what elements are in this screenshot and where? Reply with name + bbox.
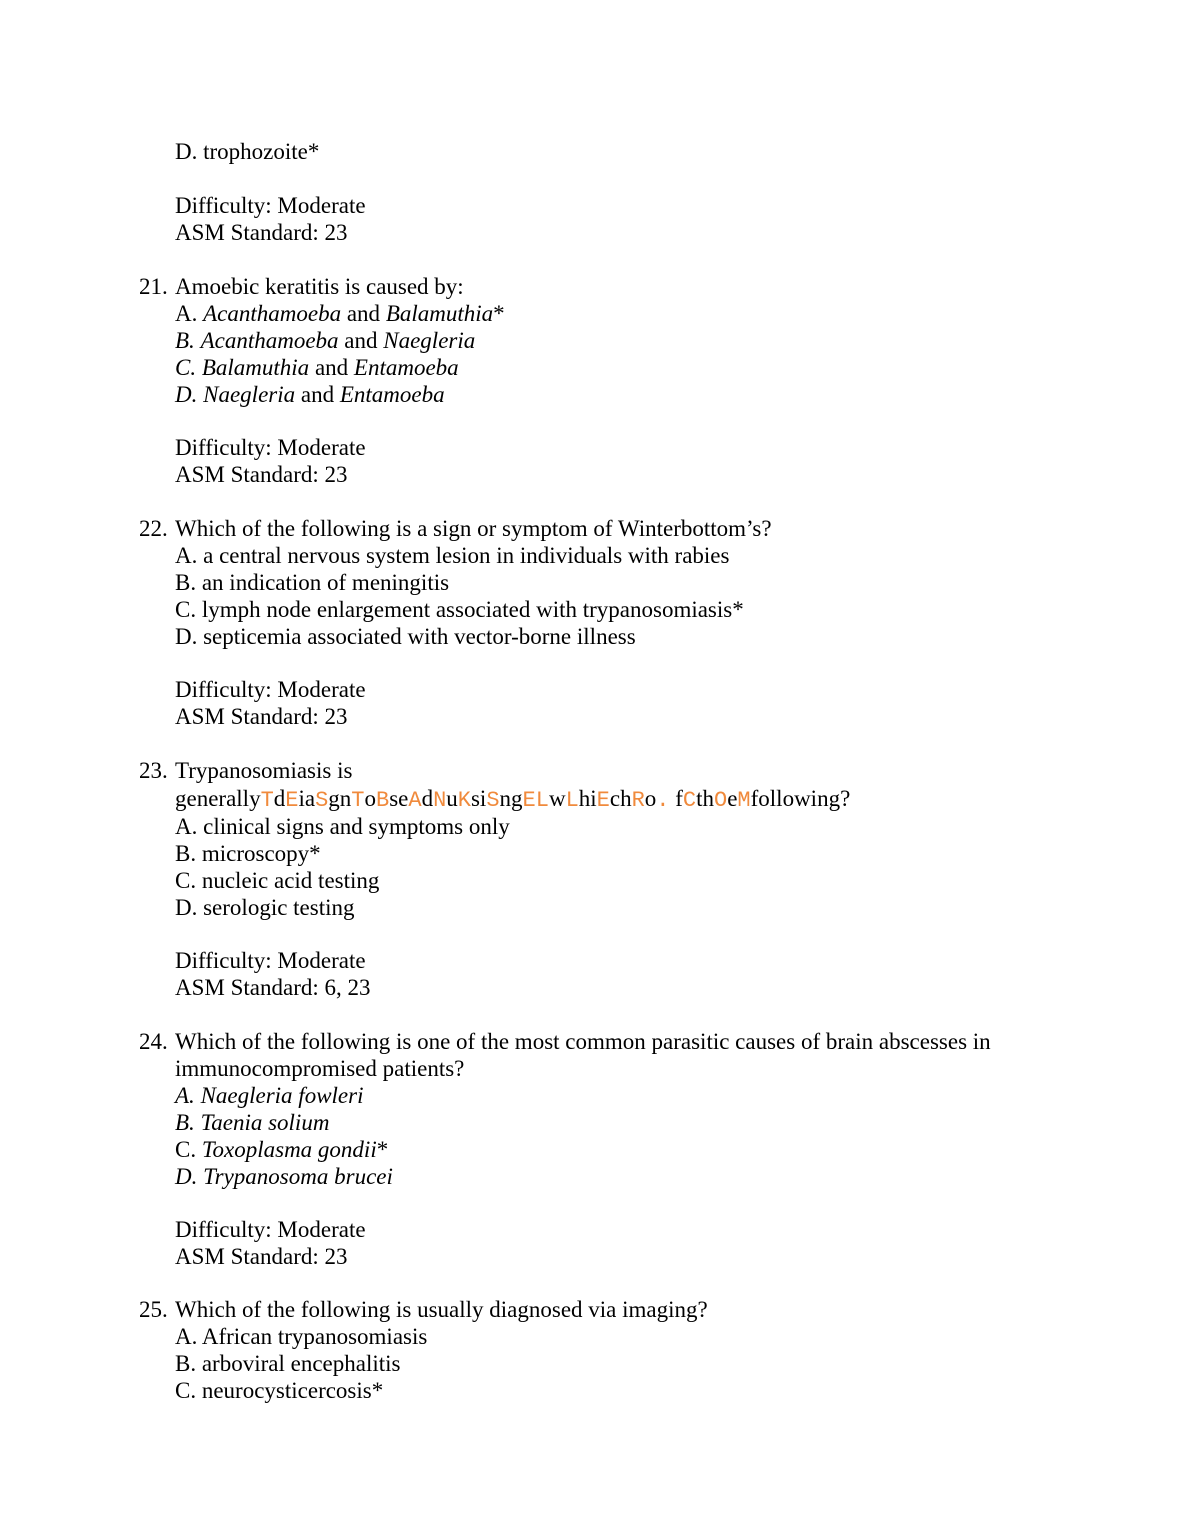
watermark-glyph: T <box>260 788 274 813</box>
q22-option-d: D. septicemia associated with vector-borne illness <box>175 624 636 649</box>
q22-difficulty: Difficulty: Moderate <box>175 677 366 702</box>
q21-difficulty: Difficulty: Moderate <box>175 435 366 460</box>
prev-option-d: D. trophozoite* <box>175 139 320 164</box>
q22-option-a: A. a central nervous system lesion in individuals with rabies <box>175 543 730 568</box>
question-text-fragment: d <box>421 786 434 811</box>
q23-standard: ASM Standard: 6, 23 <box>175 975 371 1000</box>
q24-option-d: D. Trypanosoma brucei <box>175 1164 393 1189</box>
question-text-fragment: d <box>273 786 286 811</box>
watermark-glyph: S <box>486 788 500 813</box>
question-text-fragment: e <box>727 786 738 811</box>
watermark-glyph: E <box>285 788 299 813</box>
q24-question-line1: Which of the following is one of the most common parasitic causes of brain abscesses in <box>175 1029 991 1054</box>
q23-option-a: A. clinical signs and symptoms only <box>175 814 510 839</box>
watermark-glyph: A <box>408 788 422 813</box>
q23-number: 23. <box>139 758 168 783</box>
q22-question: Which of the following is a sign or symptom of Winterbottom’s? <box>175 516 772 541</box>
watermark-glyph: O <box>714 788 728 813</box>
question-text-fragment: f <box>669 786 683 811</box>
watermark-glyph: N <box>433 788 447 813</box>
q22-option-b: B. an indication of meningitis <box>175 570 450 595</box>
q21-standard: ASM Standard: 23 <box>175 462 348 487</box>
question-text-fragment: si <box>470 786 487 811</box>
q21-number: 21. <box>139 274 168 299</box>
q22-standard: ASM Standard: 23 <box>175 704 348 729</box>
q25-option-b: B. arboviral encephalitis <box>175 1351 401 1376</box>
watermark-glyph: K <box>457 788 471 813</box>
q23-option-d: D. serologic testing <box>175 895 355 920</box>
q21-question: Amoebic keratitis is caused by: <box>175 274 464 299</box>
question-text-fragment: ia <box>298 786 316 811</box>
question-text-fragment: ch <box>609 786 632 811</box>
q21-option-c: C. Balamuthia and Entamoeba <box>175 355 459 380</box>
question-text-fragment: gn <box>328 786 352 811</box>
q24-option-a: A. Naegleria fowleri <box>175 1083 364 1108</box>
q22-number: 22. <box>139 516 168 541</box>
q25-number: 25. <box>139 1297 168 1322</box>
watermark-glyph: E <box>596 788 610 813</box>
watermark-glyph: L <box>565 788 579 813</box>
prev-standard: ASM Standard: 23 <box>175 220 348 245</box>
q23-question-line2 <box>175 785 850 814</box>
watermark-glyph: M <box>737 788 751 813</box>
q24-option-b: B. Taenia solium <box>175 1110 330 1135</box>
q23-difficulty: Difficulty: Moderate <box>175 948 366 973</box>
watermark-glyph: . <box>656 788 670 813</box>
q21-option-b: B. Acanthamoeba and Naegleria <box>175 328 476 353</box>
q24-difficulty: Difficulty: Moderate <box>175 1217 366 1242</box>
prev-difficulty: Difficulty: Moderate <box>175 193 366 218</box>
question-text-fragment: se <box>389 786 409 811</box>
q24-standard: ASM Standard: 23 <box>175 1244 348 1269</box>
watermark-glyph: S <box>315 788 329 813</box>
question-text-fragment: generally <box>175 786 261 811</box>
question-text-fragment: ng <box>499 786 523 811</box>
watermark-glyph: EL <box>522 788 549 813</box>
question-text-fragment: following? <box>750 786 851 811</box>
q23-option-b: B. microscopy* <box>175 841 321 866</box>
question-text-fragment: o <box>364 786 376 811</box>
q25-question: Which of the following is usually diagnosed via imaging? <box>175 1297 708 1322</box>
question-text-fragment: hi <box>578 786 597 811</box>
q21-option-a: A. Acanthamoeba and Balamuthia* <box>175 301 505 326</box>
question-text-fragment: u <box>446 786 458 811</box>
watermark-glyph: R <box>631 788 645 813</box>
watermark-glyph: T <box>351 788 365 813</box>
q25-option-a: A. African trypanosomiasis <box>175 1324 428 1349</box>
q23-question-line1: Trypanosomiasis is <box>175 758 353 783</box>
question-text-fragment: th <box>696 786 714 811</box>
q21-option-d: D. Naegleria and Entamoeba <box>175 382 445 407</box>
question-text-fragment: o <box>644 786 657 811</box>
q25-option-c: C. neurocysticercosis* <box>175 1378 384 1403</box>
q24-number: 24. <box>139 1029 168 1054</box>
watermark-glyph: B <box>376 788 390 813</box>
q23-option-c: C. nucleic acid testing <box>175 868 380 893</box>
q22-option-c: C. lymph node enlargement associated with trypanosomiasis* <box>175 597 744 622</box>
watermark-glyph: C <box>682 788 697 813</box>
q24-option-c: C. Toxoplasma gondii* <box>175 1137 389 1162</box>
question-text-fragment: w <box>548 786 566 811</box>
q24-question-line2: immunocompromised patients? <box>175 1056 465 1081</box>
